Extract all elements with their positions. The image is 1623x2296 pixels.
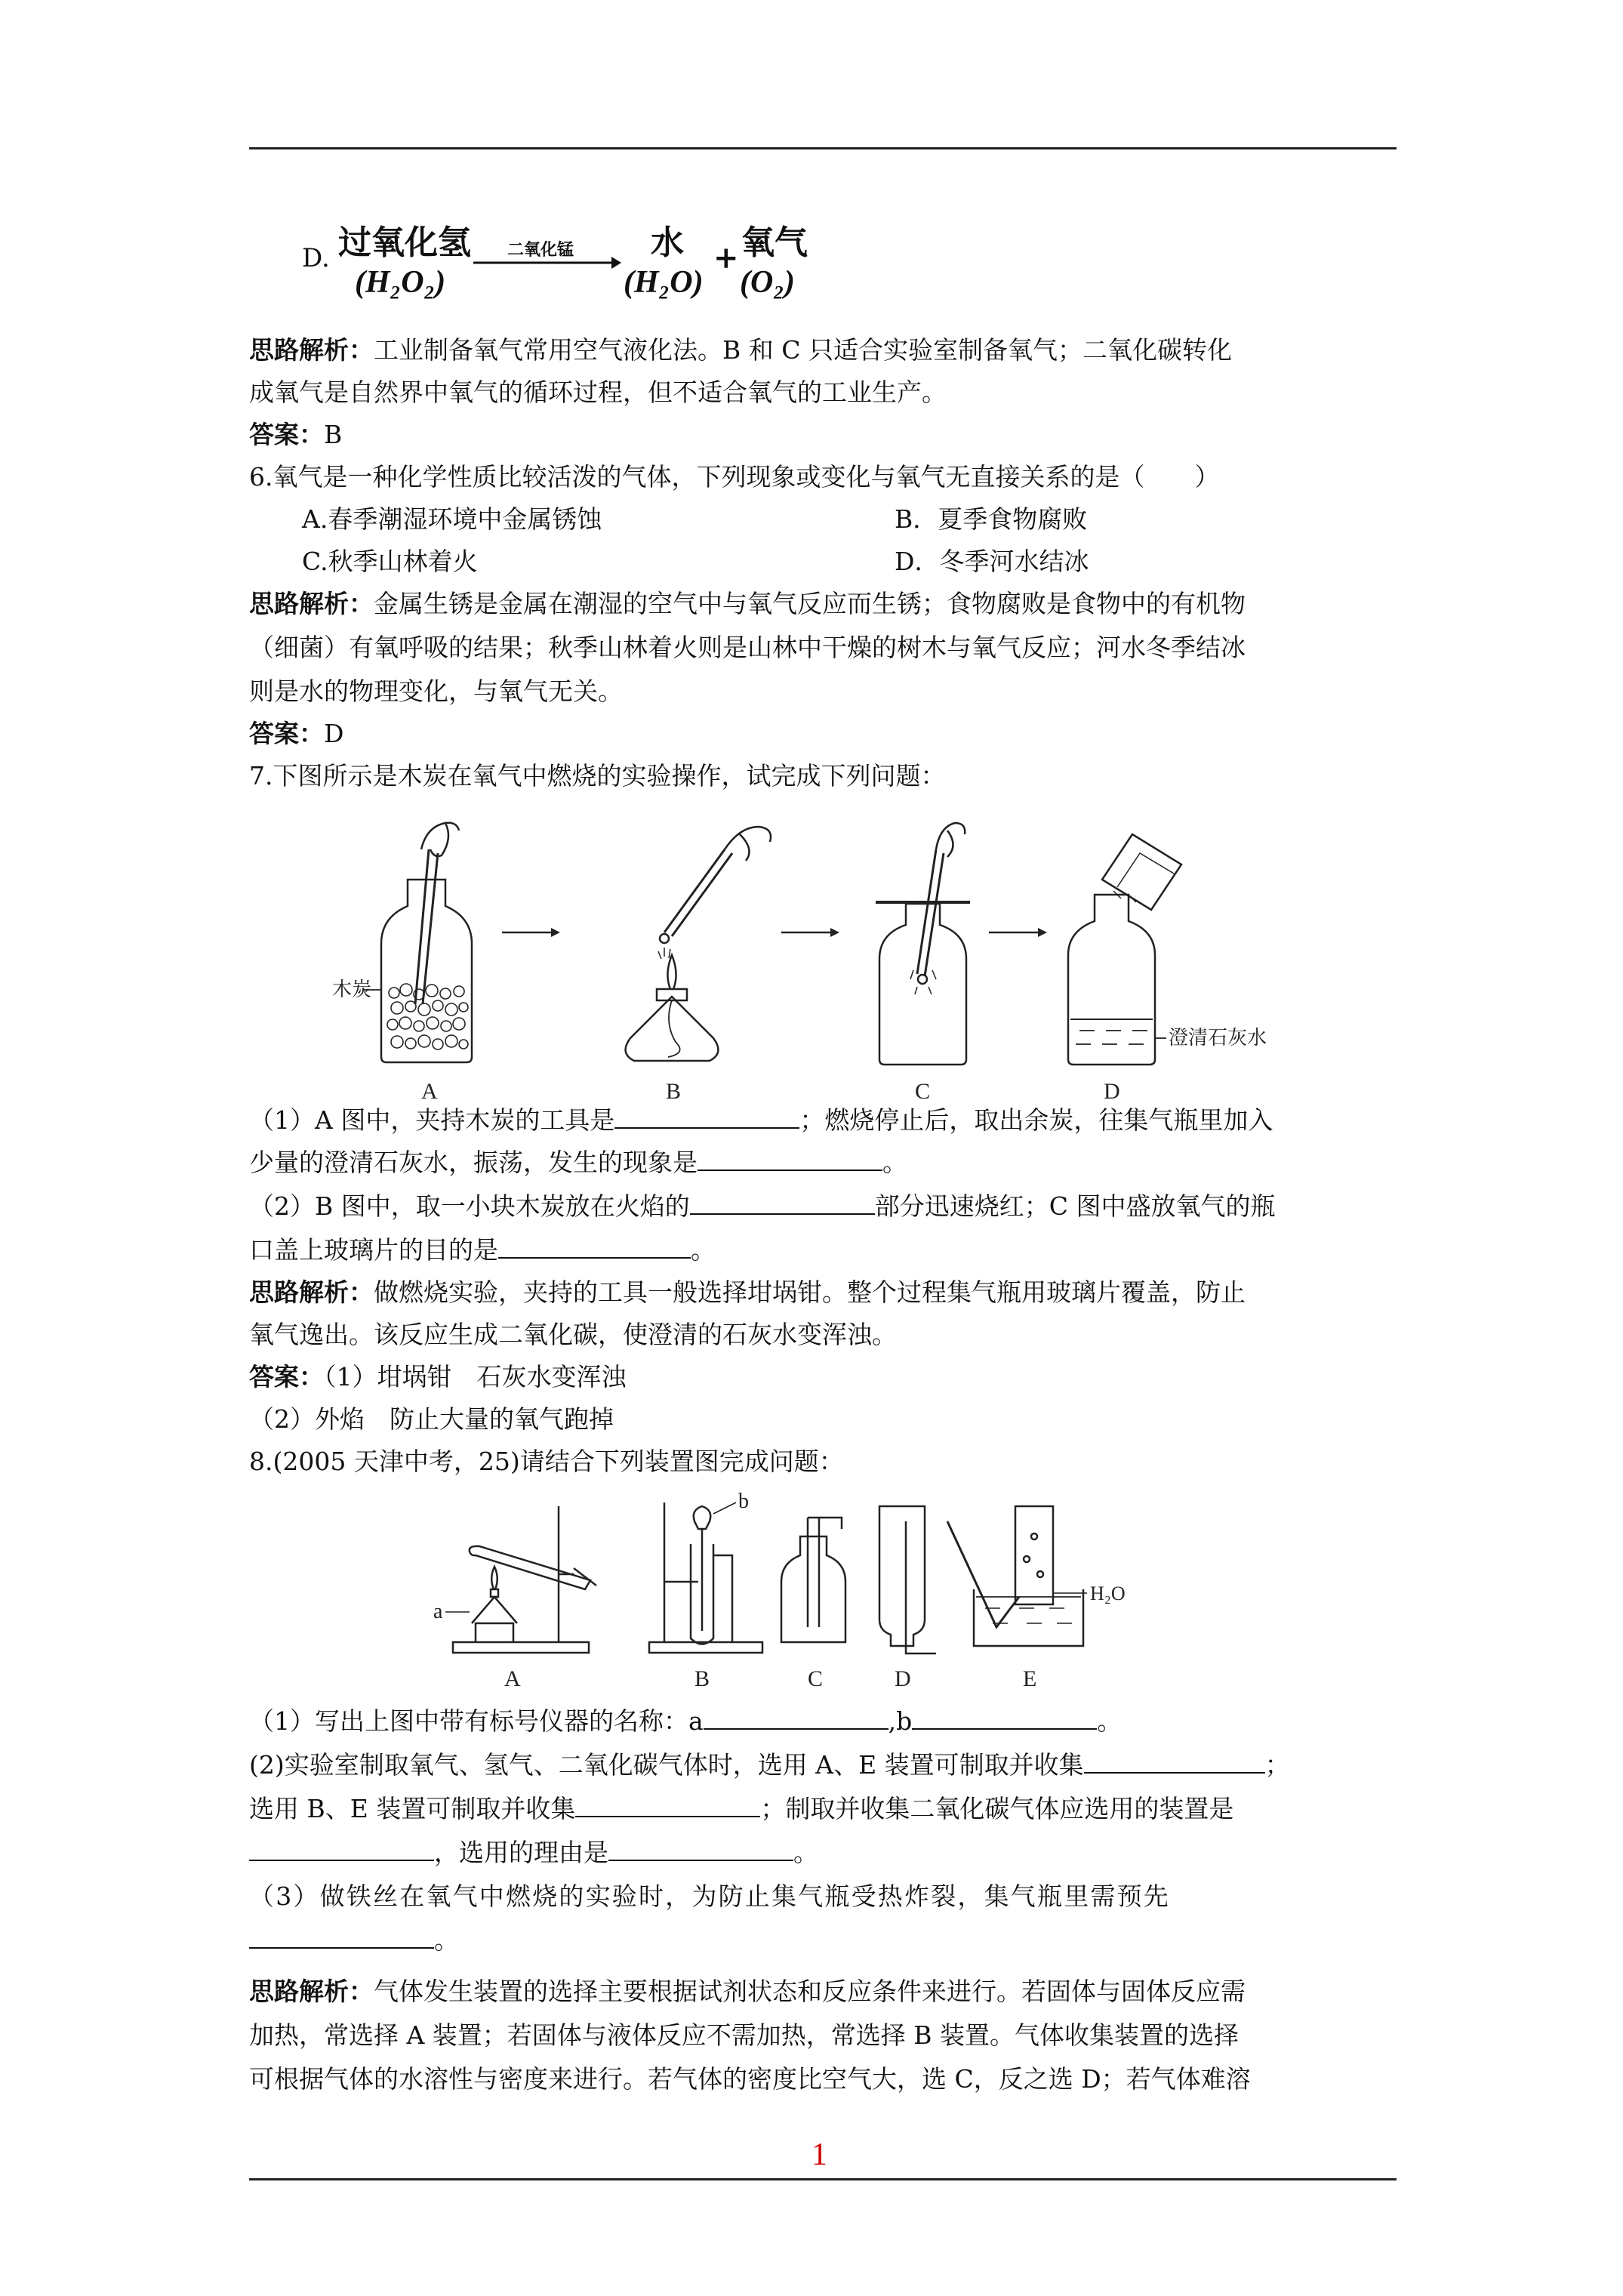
q8-blank-a[interactable] xyxy=(704,1703,888,1730)
q8-part2-line3: ，选用的理由是 。 xyxy=(249,1832,818,1874)
q8-blank-reason[interactable] xyxy=(608,1834,793,1861)
q7-answer2: （2）外焰 防止大量的氧气跑掉 xyxy=(249,1404,614,1434)
q6-analysis-line1: 思路解析：金属生锈是金属在潮湿的空气中与氧气反应而生锈；食物腐败是食物中的有机物 xyxy=(249,589,1246,618)
q7-blank-tool[interactable] xyxy=(614,1102,799,1129)
q8-stem: 8.(2005 天津中考，25)请结合下列装置图完成问题： xyxy=(249,1447,844,1476)
product2-name: 氧气 xyxy=(741,223,808,262)
q6-option-c: C.秋季山林着火 xyxy=(302,547,478,576)
q8-blank-b[interactable] xyxy=(912,1703,1097,1730)
q8-part2-line2: 选用 B、E 装置可制取并收集 ；制取并收集二氧化碳气体应选用的装置是 xyxy=(249,1788,1233,1830)
label-charcoal: 木炭 xyxy=(332,978,372,1000)
q7-analysis-line2: 氧气逸出。该反应生成二氧化碳，使澄清的石灰水变浑浊。 xyxy=(249,1320,897,1349)
q7-part1-line2: 少量的澄清石灰水，振荡，发生的现象是 。 xyxy=(249,1142,907,1184)
panel-label-e: E xyxy=(1023,1666,1037,1691)
product2-formula: (O₂) xyxy=(740,265,795,300)
panel-label-d: D xyxy=(1104,1079,1120,1104)
q6-option-a: A.春季潮湿环境中金属锈蚀 xyxy=(302,504,602,534)
label-limewater: 澄清石灰水 xyxy=(1169,1027,1267,1049)
q8-part1: （1）写出上图中带有标号仪器的名称：a ,b 。 xyxy=(249,1700,1122,1743)
q7-part2-line1: （2）B 图中，取一小块木炭放在火焰的 部分迅速烧红；C 图中盛放氧气的瓶 xyxy=(249,1185,1276,1228)
q5-answer: 答案：B xyxy=(249,420,343,449)
q8-blank-be[interactable] xyxy=(575,1790,760,1817)
q6-answer: 答案：D xyxy=(249,719,344,748)
q8-analysis-line1: 思路解析：气体发生装置的选择主要根据试剂状态和反应条件来进行。若固体与固体反应需 xyxy=(249,1977,1246,2006)
q8-part3-line1: （3）做铁丝在氧气中燃烧的实验时，为防止集气瓶受热炸裂，集气瓶里需预先 xyxy=(249,1881,1170,1911)
catalyst-label: 二氧化锰 xyxy=(507,240,574,260)
panel-label-d: D xyxy=(895,1666,911,1691)
label-a: a xyxy=(433,1600,443,1623)
q7-part2-line2: 口盖上玻璃片的目的是 。 xyxy=(249,1229,716,1271)
product1-name: 水 xyxy=(651,223,684,262)
label-water: H₂O xyxy=(1090,1583,1126,1604)
panel-label-a: A xyxy=(504,1666,521,1691)
page-number: 1 xyxy=(812,2137,827,2172)
q8-blank-preparation[interactable] xyxy=(249,1922,434,1949)
header-rule xyxy=(249,147,1397,149)
footer-rule xyxy=(249,2178,1397,2180)
equation-option-label: D. xyxy=(302,243,330,273)
q7-blank-purpose[interactable] xyxy=(498,1231,691,1259)
charcoal-pile xyxy=(387,984,468,1049)
q8-part3-line2: 。 xyxy=(249,1919,459,1962)
q8-analysis-line3: 可根据气体的水溶性与密度来进行。若气体的密度比空气大，选 C，反之选 D；若气体难溶 xyxy=(249,2064,1251,2094)
q7-blank-phenomenon[interactable] xyxy=(698,1144,882,1171)
product1-formula: (H₂O) xyxy=(624,265,704,300)
q8-blank-ae[interactable] xyxy=(1084,1746,1265,1774)
reactant-name: 过氧化氢 xyxy=(338,223,471,262)
q7-stem: 7.下图所示是木炭在氧气中燃烧的实验操作，试完成下列问题： xyxy=(249,761,946,791)
panel-label-a: A xyxy=(421,1079,438,1104)
q5-analysis-line1: 思路解析：工业制备氧气常用空气液化法。B 和 C 只适合实验室制备氧气；二氧化碳转化 xyxy=(249,335,1232,365)
q8-analysis-line2: 加热，常选择 A 装置；若固体与液体反应不需加热，常选择 B 装置。气体收集装置的选择 xyxy=(249,2020,1240,2050)
q7-answer1: 答案：（1）坩埚钳 石灰水变浑浊 xyxy=(249,1362,627,1391)
q5-analysis-line2: 成氧气是自然界中氧气的循环过程，但不适合氧气的工业生产。 xyxy=(249,378,947,407)
q8-part2-line1: (2)实验室制取氧气、氢气、二氧化碳气体时，选用 A、E 装置可制取并收集 ； xyxy=(249,1744,1290,1786)
reactant-formula: (H₂O₂) xyxy=(355,265,446,300)
q6-analysis-line3: 则是水的物理变化，与氧气无关。 xyxy=(249,676,623,706)
panel-label-c: C xyxy=(915,1079,931,1104)
gas-apparatus-figure xyxy=(423,1491,1268,1695)
panel-label-b: B xyxy=(666,1079,682,1104)
charcoal-combustion-figure xyxy=(332,819,1329,1106)
q6-option-b: B．夏季食物腐败 xyxy=(895,504,1088,534)
q6-analysis-line2: （细菌）有氧呼吸的结果；秋季山林着火则是山林中干燥的树木与氧气反应；河水冬季结冰 xyxy=(249,633,1246,662)
q8-blank-co2-device[interactable] xyxy=(249,1834,434,1861)
q7-analysis-line1: 思路解析：做燃烧实验，夹持的工具一般选择坩埚钳。整个过程集气瓶用玻璃片覆盖，防止 xyxy=(249,1277,1246,1307)
q7-part1-line1: （1）A 图中，夹持木炭的工具是 ；燃烧停止后，取出余炭，往集气瓶里加入 xyxy=(249,1099,1273,1142)
reaction-arrow-icon xyxy=(472,254,623,272)
label-b: b xyxy=(738,1491,749,1513)
panel-label-c: C xyxy=(808,1666,824,1691)
panel-label-b: B xyxy=(694,1666,710,1691)
q6-option-d: D．冬季河水结冰 xyxy=(895,547,1089,576)
plus-sign: + xyxy=(713,240,739,276)
q6-stem: 6.氧气是一种化学性质比较活泼的气体，下列现象或变化与氧气无直接关系的是（ ） xyxy=(249,462,1220,492)
q7-blank-flame[interactable] xyxy=(690,1188,875,1215)
